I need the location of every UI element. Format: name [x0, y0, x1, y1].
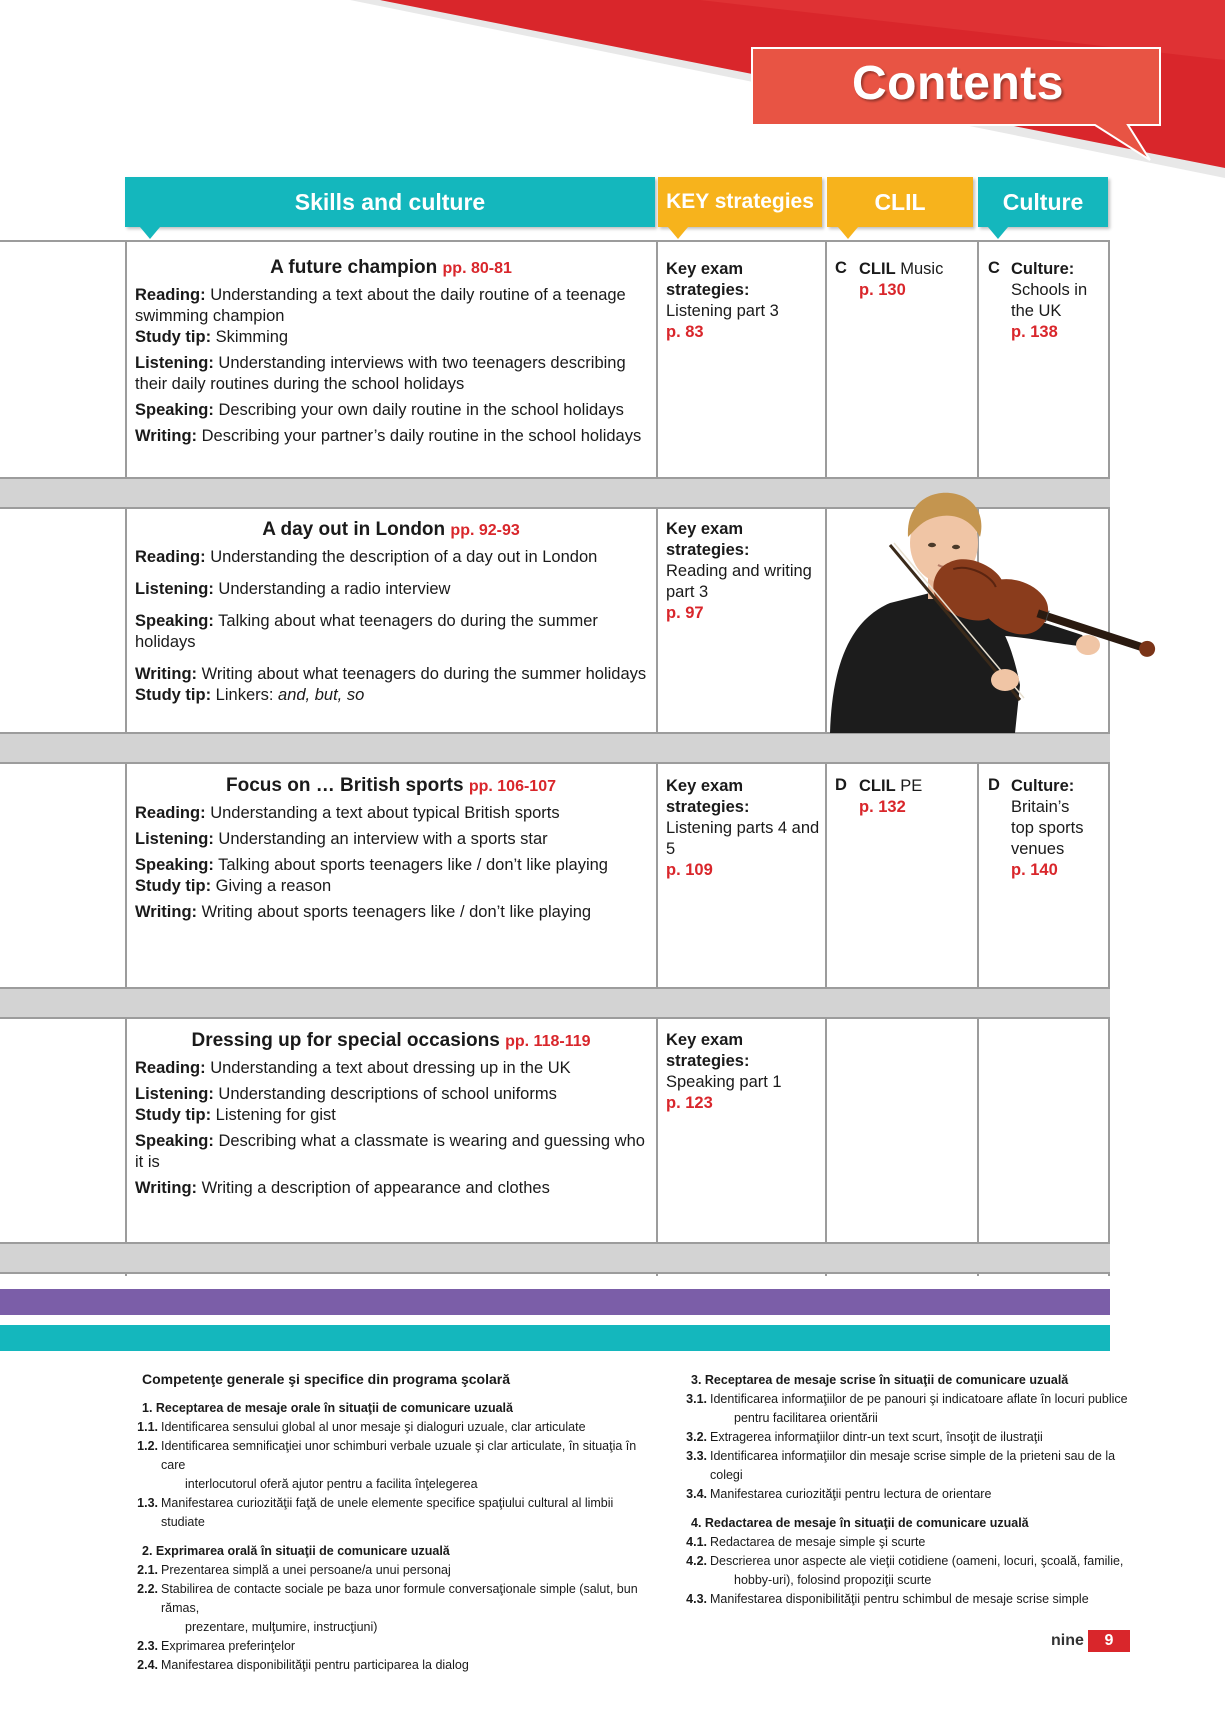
key-text: Reading and writing part 3	[666, 562, 812, 601]
unit-pages: pp. 118-119	[505, 1033, 591, 1050]
skill-label: Writing:	[135, 427, 198, 445]
skill-label: Speaking:	[135, 856, 214, 874]
skill-label: Writing:	[135, 665, 198, 683]
key-strategies-cell	[666, 776, 824, 881]
competency-number: 2.4.	[137, 1658, 158, 1672]
skill-label: Reading:	[135, 286, 206, 304]
skill-label: Writing:	[135, 903, 198, 921]
key-label: Key exam strategies:	[666, 260, 750, 299]
skill-text: Understanding descriptions of school uniforms	[218, 1085, 557, 1103]
competency-text: Descrierea unor aspecte ale vieţii cotidiene (oameni, locuri, şcoală, familie,	[710, 1554, 1124, 1568]
skill-line	[135, 400, 647, 421]
competency-number: 1.3.	[137, 1496, 158, 1510]
key-page: p. 83	[666, 323, 704, 341]
key-text: Speaking part 1	[666, 1073, 782, 1091]
row-separator	[0, 1242, 1110, 1274]
skill-text: Understanding a text about typical British sports	[210, 804, 560, 822]
skill-label: Reading:	[135, 804, 206, 822]
tab-skills-label: Skills and culture	[294, 188, 486, 215]
skill-line	[135, 803, 647, 824]
culture-label: Culture:	[1011, 260, 1075, 278]
skill-line	[135, 353, 647, 395]
competency-item	[128, 1656, 658, 1675]
competencies-heading: Competenţe generale şi specifice din programa şcolară	[142, 1371, 511, 1387]
skill-line	[135, 1131, 647, 1173]
competency-text: hobby-uri), folosind propoziţii scurte	[734, 1573, 932, 1587]
skill-line	[135, 547, 647, 568]
key-page: p. 97	[666, 604, 704, 622]
tab-culture-label: Culture	[1002, 188, 1084, 215]
skill-label: Study tip:	[135, 328, 212, 346]
tab-tail	[668, 227, 688, 239]
unit-skills-cell	[135, 257, 647, 452]
tab-clil-label: CLIL	[874, 188, 926, 215]
clil-subject: PE	[900, 777, 923, 795]
clil-label: CLIL	[859, 260, 896, 278]
competency-item	[677, 1533, 1137, 1552]
skill-line	[135, 1178, 647, 1199]
unit-title	[135, 775, 647, 797]
skill-text: Writing a description of appearance and clothes	[201, 1179, 550, 1197]
competency-number: 3.1.	[686, 1392, 707, 1406]
competency-group-title: 3. Receptarea de mesaje scrise în situaţii de comunicare uzuală	[691, 1373, 1069, 1387]
skill-line	[135, 664, 647, 685]
competency-text: prezentare, mulţumire, instrucţiuni)	[185, 1620, 378, 1634]
skill-text: Describing your own daily routine in the school holidays	[218, 401, 624, 419]
competency-text: Prezentarea simplă a unei persoane/a unui personaj	[161, 1563, 451, 1577]
competency-item	[128, 1475, 658, 1494]
key-text: Listening parts 4 and 5	[666, 819, 820, 858]
competency-item	[128, 1561, 658, 1580]
key-label: Key exam strategies:	[666, 1031, 750, 1070]
skill-text: Linkers:	[215, 686, 279, 704]
competency-text: interlocutorul oferă ajutor pentru a facilita înţelegerea	[185, 1477, 478, 1491]
tab-tail	[988, 227, 1008, 239]
tab-culture	[978, 177, 1108, 227]
skill-line	[135, 1058, 647, 1079]
culture-cell	[1011, 776, 1106, 881]
key-label: Key exam strategies:	[666, 520, 750, 559]
competency-number: 1.1.	[137, 1420, 158, 1434]
competency-number: 3.4.	[686, 1487, 707, 1501]
skill-line	[135, 285, 647, 327]
unit-title	[135, 1030, 647, 1052]
skill-text: Writing about what teenagers do during the summer holidays	[201, 665, 647, 683]
competency-item	[128, 1580, 658, 1618]
skill-text-italic: and, but, so	[278, 686, 365, 704]
skill-text: Skimming	[215, 328, 289, 346]
competency-text: Identificarea sensului global al unor mesaje şi dialoguri uzuale, clar articulate	[161, 1420, 586, 1434]
competency-number: 3.2.	[686, 1430, 707, 1444]
tab-tail	[140, 227, 160, 239]
tab-key-strategies	[658, 177, 822, 227]
skill-text: Understanding a radio interview	[218, 580, 451, 598]
row-separator	[0, 987, 1110, 1019]
competency-item	[128, 1637, 658, 1656]
skill-label: Listening:	[135, 354, 214, 372]
competency-text: Manifestarea curiozităţii pentru lectura de orientare	[710, 1487, 992, 1501]
skill-line	[135, 876, 647, 897]
competency-item	[677, 1428, 1137, 1447]
culture-text: top sports	[1011, 819, 1084, 837]
violinist-photo	[820, 485, 1185, 733]
competency-text: Exprimarea preferinţelor	[161, 1639, 296, 1653]
skill-label: Speaking:	[135, 1132, 214, 1150]
culture-cell	[1011, 259, 1106, 343]
competency-number: 4.1.	[686, 1535, 707, 1549]
competency-group-title: 4. Redactarea de mesaje în situaţii de comunicare uzuală	[691, 1516, 1029, 1530]
tab-key-label: KEY strategies	[666, 190, 814, 213]
competency-text: Identificarea semnificaţiei unor schimburi verbale uzuale şi clar articulate, în situaţia în care	[161, 1439, 637, 1472]
unit-title-text: Focus on … British sports	[226, 775, 464, 796]
competency-number: 4.3.	[686, 1592, 707, 1606]
skill-text: Listening for gist	[215, 1106, 336, 1124]
clil-unit-letter: D	[835, 776, 847, 794]
table-top-border	[0, 240, 1110, 242]
key-strategies-cell	[666, 1030, 824, 1114]
skill-text: Understanding the description of a day out in London	[210, 548, 598, 566]
tab-skills-and-culture	[125, 177, 655, 227]
competency-text: Manifestarea disponibilităţii pentru schimbul de mesaje scrise simple	[710, 1592, 1089, 1606]
competency-text: Identificarea informaţiilor de pe panouri şi indicatoare aflate în locuri publice	[710, 1392, 1128, 1406]
competency-item	[677, 1552, 1137, 1571]
competency-item	[677, 1590, 1137, 1609]
competency-number: 3.3.	[686, 1449, 707, 1463]
skill-label: Writing:	[135, 1179, 198, 1197]
skill-text: Talking about sports teenagers like / don’t like playing	[218, 856, 608, 874]
page-title: Contents	[852, 57, 1064, 110]
skill-line	[135, 855, 647, 876]
skill-line	[135, 611, 647, 653]
key-text: Listening part 3	[666, 302, 779, 320]
culture-text: venues	[1011, 840, 1065, 858]
skill-text: Understanding a text about the daily routine of a teenage swimming champion	[135, 286, 626, 325]
competency-number: 2.3.	[137, 1639, 158, 1653]
skill-line	[135, 829, 647, 850]
unit-skills-cell	[135, 519, 647, 711]
clil-page: p. 132	[859, 798, 906, 816]
competency-item	[128, 1618, 658, 1637]
competency-item	[677, 1571, 1137, 1590]
competency-item	[128, 1418, 658, 1437]
culture-unit-letter: D	[988, 776, 1000, 794]
key-strategies-cell	[666, 519, 824, 624]
key-page: p. 109	[666, 861, 713, 879]
tab-tail	[838, 227, 858, 239]
clil-page: p. 130	[859, 281, 906, 299]
skill-text: Understanding an interview with a sports star	[218, 830, 548, 848]
competency-item	[128, 1437, 658, 1475]
skill-label: Speaking:	[135, 612, 214, 630]
teal-bar	[0, 1325, 1110, 1351]
unit-pages: pp. 106-107	[468, 778, 556, 795]
competency-group-title: 1. Receptarea de mesaje orale în situaţii de comunicare uzuală	[142, 1401, 513, 1415]
key-page: p. 123	[666, 1094, 713, 1112]
competency-number: 4.2.	[686, 1554, 707, 1568]
competencies-right	[677, 1371, 1137, 1609]
competency-item	[677, 1485, 1137, 1504]
skill-line	[135, 902, 647, 923]
competency-item	[677, 1409, 1137, 1428]
competency-number: 1.2.	[137, 1439, 158, 1453]
competency-text: Identificarea informaţiilor din mesaje scrise simple de la prieteni sau de la colegi	[710, 1449, 1116, 1482]
skill-text: Describing your partner’s daily routine in the school holidays	[201, 427, 642, 445]
unit-pages: pp. 92-93	[450, 522, 520, 539]
skill-label: Study tip:	[135, 1106, 212, 1124]
skill-label: Reading:	[135, 1059, 206, 1077]
competency-number: 2.2.	[137, 1582, 158, 1596]
culture-text: Schools in	[1011, 281, 1088, 299]
key-label: Key exam strategies:	[666, 777, 750, 816]
skill-line	[135, 1105, 647, 1126]
purple-bar	[0, 1289, 1110, 1315]
skill-label: Listening:	[135, 1085, 214, 1103]
skill-line	[135, 685, 647, 706]
culture-page: p. 140	[1011, 861, 1058, 879]
skill-text: Describing what a classmate is wearing and guessing who it is	[135, 1132, 645, 1171]
skill-label: Study tip:	[135, 877, 212, 895]
unit-title-text: Dressing up for special occasions	[191, 1030, 500, 1051]
unit-title	[135, 519, 647, 541]
unit-pages: pp. 80-81	[442, 260, 512, 277]
competency-item	[677, 1447, 1137, 1485]
skill-line	[135, 327, 647, 348]
competency-text: Stabilirea de contacte sociale pe baza unor formule conversaţionale simple (salut, bun rămas,	[161, 1582, 638, 1615]
unit-skills-cell	[135, 1030, 647, 1204]
skill-label: Listening:	[135, 580, 214, 598]
unit-skills-cell	[135, 775, 647, 928]
competency-text: Redactarea de mesaje simple şi scurte	[710, 1535, 926, 1549]
unit-title-text: A future champion	[270, 257, 438, 278]
skill-text: Understanding interviews with two teenagers describing their daily routines during the school holidays	[135, 354, 626, 393]
skill-text: Giving a reason	[215, 877, 332, 895]
competency-text: pentru facilitarea orientării	[734, 1411, 878, 1425]
skill-label: Listening:	[135, 830, 214, 848]
skill-line	[135, 579, 647, 600]
key-strategies-cell	[666, 259, 824, 343]
clil-cell	[859, 776, 974, 818]
culture-text: Britain’s	[1011, 798, 1070, 816]
competencies-left	[128, 1370, 658, 1675]
clil-subject: Music	[900, 260, 944, 278]
row-separator	[0, 732, 1110, 764]
tab-clil	[827, 177, 973, 227]
culture-text: the UK	[1011, 302, 1062, 320]
skill-text: Writing about sports teenagers like / don’t like playing	[201, 903, 592, 921]
competency-number: 2.1.	[137, 1563, 158, 1577]
skill-line	[135, 1084, 647, 1105]
clil-label: CLIL	[859, 777, 896, 795]
competency-group-title: 2. Exprimarea orală în situaţii de comunicare uzuală	[142, 1544, 450, 1558]
skill-label: Reading:	[135, 548, 206, 566]
unit-title-text: A day out in London	[262, 519, 446, 540]
clil-cell	[859, 259, 974, 301]
culture-label: Culture:	[1011, 777, 1075, 795]
culture-page: p. 138	[1011, 323, 1058, 341]
competency-text: Manifestarea curiozităţii faţă de unele elemente specifice spaţiului cultural al limbii studiate	[161, 1496, 614, 1529]
skill-label: Speaking:	[135, 401, 214, 419]
page-number-word: nine	[1051, 1632, 1084, 1649]
page-number-badge: 9	[1088, 1630, 1130, 1652]
skill-text: Talking about what teenagers do during the summer holidays	[135, 612, 598, 651]
competency-item	[128, 1494, 658, 1532]
skill-line	[135, 426, 647, 447]
culture-unit-letter: C	[988, 259, 1000, 277]
competency-text: Extragerea informaţiilor dintr-un text scurt, însoţit de ilustraţii	[710, 1430, 1043, 1444]
competency-text: Manifestarea disponibilităţii pentru participarea la dialog	[161, 1658, 469, 1672]
competency-item	[677, 1390, 1137, 1409]
unit-title	[135, 257, 647, 279]
skill-text: Understanding a text about dressing up in the UK	[210, 1059, 571, 1077]
clil-unit-letter: C	[835, 259, 847, 277]
skill-label: Study tip:	[135, 686, 212, 704]
